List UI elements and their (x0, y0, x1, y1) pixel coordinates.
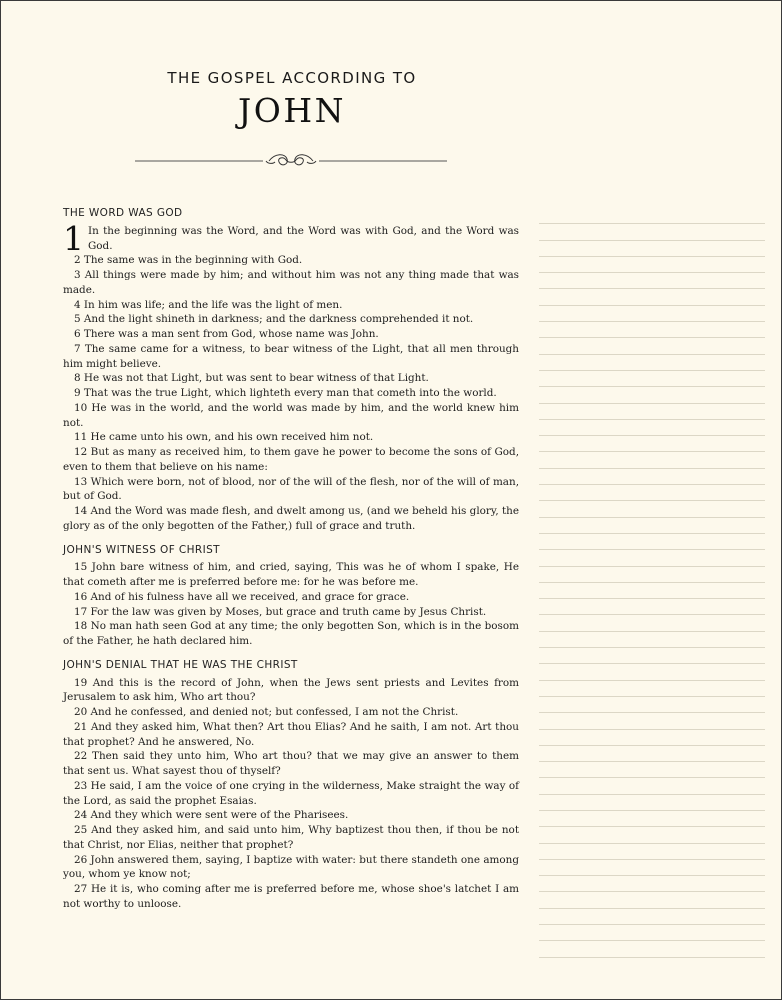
note-line (539, 257, 765, 273)
note-line (539, 811, 765, 827)
verse: 17 For the law was given by Moses, but grace and truth came by Jesus Christ. (74, 605, 487, 618)
note-line (539, 208, 765, 224)
note-line (539, 371, 765, 387)
note-line (539, 338, 765, 354)
note-line (539, 583, 765, 599)
note-line (539, 697, 765, 713)
note-line (539, 892, 765, 908)
verse: 12 But as many as received him, to them gave he power to become the sons of God, even to them that believe on his name: (63, 446, 519, 473)
note-line (539, 925, 765, 941)
section-heading: JOHN'S DENIAL THAT HE WAS THE CHRIST (63, 658, 298, 671)
verse: 2 The same was in the beginning with God. (74, 254, 303, 267)
scripture-text (63, 206, 519, 912)
note-line (539, 404, 765, 420)
note-line (539, 648, 765, 664)
verse: 25 And they asked him, and said unto him, Why baptizest thou then, if thou be not that Christ, nor Elias, neither that prophet? (63, 824, 519, 851)
chapter-number: 1 (63, 218, 84, 258)
verse: 16 And of his fulness have all we received, and grace for grace. (74, 590, 410, 603)
verse: 15 John bare witness of him, and cried, saying, This was he of whom I spake, He that cometh after me is preferred before me: for he was before me. (63, 561, 519, 588)
note-line (539, 420, 765, 436)
note-line (539, 241, 765, 257)
note-line (539, 615, 765, 631)
verse: 5 And the light shineth in darkness; and the darkness comprehended it not. (74, 313, 474, 326)
verse: 18 No man hath seen God at any time; the only begotten Son, which is in the bosom of the Father, he hath declared him. (63, 620, 519, 647)
verse: 23 He said, I am the voice of one crying in the wilderness, Make straight the way of the Lord, as said the prophet Esaias. (63, 779, 519, 807)
verse-text: In the beginning was the Word, and the Word was with God, and the Word was God. (88, 224, 519, 252)
book-title: JOHN (238, 91, 346, 130)
note-line (539, 224, 765, 240)
note-line (539, 518, 765, 534)
note-line (539, 909, 765, 925)
note-line (539, 599, 765, 615)
note-line (539, 713, 765, 729)
note-line (539, 941, 765, 957)
section-heading: THE WORD WAS GOD (63, 207, 183, 219)
note-line (539, 746, 765, 762)
note-line (539, 387, 765, 403)
note-line (539, 762, 765, 778)
verse: 24 And they which were sent were of the Pharisees. (74, 809, 349, 822)
verse: 3 All things were made by him; and without him was not any thing made that was made. (63, 269, 519, 296)
note-line (539, 795, 765, 811)
note-line (539, 550, 765, 566)
note-line (539, 322, 765, 338)
note-line (539, 876, 765, 892)
verse: 8 He was not that Light, but was sent to bear witness of that Light. (74, 372, 429, 385)
note-line (539, 469, 765, 485)
verse: 21 And they asked him, What then? Art thou Elias? And he saith, I am not. Art thou that prophet? And he answered, No. (63, 720, 519, 748)
verse: 10 He was in the world, and the world was made by him, and the world knew him not. (63, 401, 519, 429)
book-subtitle: THE GOSPEL ACCORDING TO (167, 69, 417, 87)
verse: 7 The same came for a witness, to bear witness of the Light, that all men through him might believe. (63, 342, 519, 370)
note-line (539, 501, 765, 517)
section-heading: JOHN'S WITNESS OF CHRIST (63, 543, 220, 556)
verse: 14 And the Word was made flesh, and dwelt among us, (and we beheld his glory, the glory as of the only begotten of the Father,) full of grace and truth. (63, 505, 519, 532)
note-line (539, 681, 765, 697)
note-line (539, 844, 765, 860)
note-line (539, 730, 765, 746)
verse: 13 Which were born, not of blood, nor of the will of the flesh, nor of the will of man, but of God. (63, 475, 519, 503)
ornamental-divider (135, 151, 447, 171)
verse: 20 And he confessed, and denied not; but confessed, I am not the Christ. (74, 706, 459, 718)
verse: 11 He came unto his own, and his own received him not. (74, 431, 374, 444)
page-header (1, 61, 583, 130)
verse (63, 218, 519, 258)
note-line (539, 306, 765, 322)
note-line (539, 534, 765, 550)
note-line (539, 485, 765, 501)
note-line (539, 664, 765, 680)
journaling-lines (539, 208, 765, 958)
note-line (539, 436, 765, 452)
verse: 27 He it is, who coming after me is preferred before me, whose shoe's latchet I am not worthy to unloose. (63, 883, 519, 910)
note-line (539, 567, 765, 583)
verse: 9 That was the true Light, which lighteth every man that cometh into the world. (74, 387, 497, 399)
note-line (539, 452, 765, 468)
note-line (539, 778, 765, 794)
verse: 19 And this is the record of John, when the Jews sent priests and Levites from Jerusalem to ask him, Who art thou? (63, 676, 519, 704)
note-line (539, 289, 765, 305)
verse: 4 In him was life; and the life was the light of men. (74, 298, 343, 311)
note-line (539, 860, 765, 876)
note-line (539, 827, 765, 843)
note-line (539, 273, 765, 289)
verse: 26 John answered them, saying, I baptize with water: but there standeth one among you, whom ye know not; (63, 853, 519, 881)
note-line (539, 632, 765, 648)
note-line (539, 355, 765, 371)
verse: 6 There was a man sent from God, whose name was John. (74, 328, 379, 340)
verse: 22 Then said they unto him, Who art thou? that we may give an answer to them that sent us. What sayest thou of thyself? (63, 750, 519, 777)
